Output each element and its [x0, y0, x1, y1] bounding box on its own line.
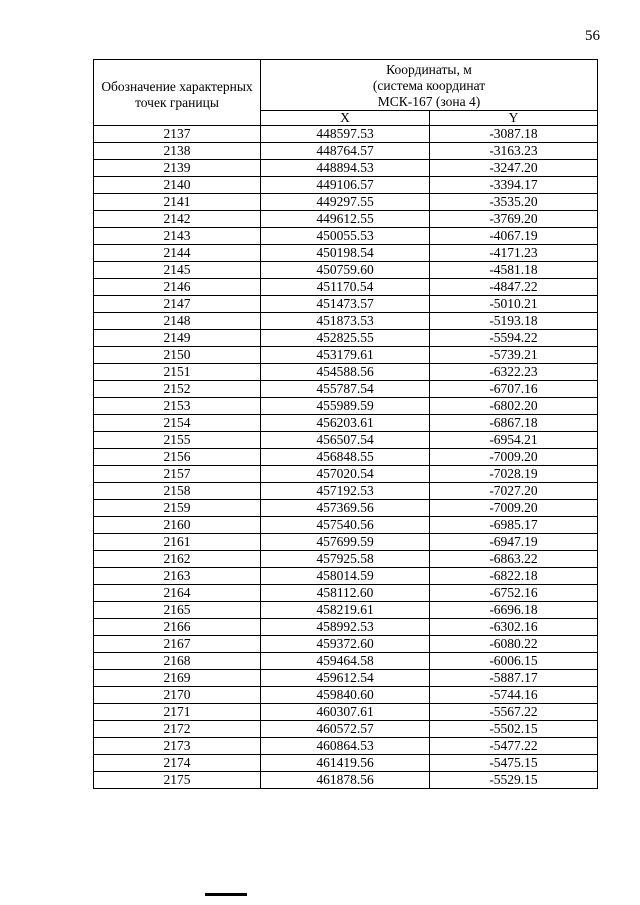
y-coordinate-cell: -3247.20 [430, 160, 598, 177]
table-row [94, 364, 598, 381]
x-coordinate-cell: 455787.54 [261, 381, 430, 398]
point-cell: 2166 [94, 619, 261, 636]
x-coordinate-cell: 449106.57 [261, 177, 430, 194]
y-coordinate-cell: -6752.16 [430, 585, 598, 602]
point-cell: 2174 [94, 755, 261, 772]
point-cell: 2143 [94, 228, 261, 245]
y-coordinate-cell: -3394.17 [430, 177, 598, 194]
table-row [94, 704, 598, 721]
point-cell: 2169 [94, 670, 261, 687]
table-row [94, 160, 598, 177]
point-cell: 2156 [94, 449, 261, 466]
point-cell: 2172 [94, 721, 261, 738]
table-row [94, 466, 598, 483]
table-row [94, 398, 598, 415]
point-cell: 2155 [94, 432, 261, 449]
point-cell: 2139 [94, 160, 261, 177]
x-coordinate-cell: 456507.54 [261, 432, 430, 449]
table-row [94, 177, 598, 194]
y-coordinate-cell: -3769.20 [430, 211, 598, 228]
point-cell: 2138 [94, 143, 261, 160]
table-row [94, 330, 598, 347]
table-row [94, 381, 598, 398]
point-cell: 2150 [94, 347, 261, 364]
table-row [94, 126, 598, 143]
y-coordinate-cell: -5477.22 [430, 738, 598, 755]
y-coordinate-cell: -5502.15 [430, 721, 598, 738]
x-coordinate-cell: 458014.59 [261, 568, 430, 585]
x-coordinate-cell: 453179.61 [261, 347, 430, 364]
y-coordinate-cell: -5475.15 [430, 755, 598, 772]
x-coordinate-cell: 457699.59 [261, 534, 430, 551]
table-row [94, 568, 598, 585]
x-coordinate-cell: 456848.55 [261, 449, 430, 466]
y-coordinate-cell: -6322.23 [430, 364, 598, 381]
y-coordinate-cell: -5193.18 [430, 313, 598, 330]
point-cell: 2154 [94, 415, 261, 432]
table-row [94, 194, 598, 211]
x-coordinate-cell: 456203.61 [261, 415, 430, 432]
x-coordinate-cell: 451473.57 [261, 296, 430, 313]
point-cell: 2152 [94, 381, 261, 398]
x-coordinate-cell: 448764.57 [261, 143, 430, 160]
x-coordinate-cell: 457192.53 [261, 483, 430, 500]
point-cell: 2148 [94, 313, 261, 330]
table-row [94, 670, 598, 687]
point-cell: 2145 [94, 262, 261, 279]
x-coordinate-cell: 450759.60 [261, 262, 430, 279]
y-coordinate-cell: -5529.15 [430, 772, 598, 789]
table-row [94, 415, 598, 432]
table-row [94, 551, 598, 568]
table-row [94, 500, 598, 517]
y-coordinate-cell: -6985.17 [430, 517, 598, 534]
y-column-header: Y [430, 111, 598, 126]
table-row [94, 449, 598, 466]
point-cell: 2163 [94, 568, 261, 585]
point-cell: 2168 [94, 653, 261, 670]
coordinates-header-line-3: МСК-167 (зона 4) [377, 94, 481, 109]
table-row [94, 687, 598, 704]
x-coordinate-cell: 448597.53 [261, 126, 430, 143]
x-coordinate-cell: 451170.54 [261, 279, 430, 296]
y-coordinate-cell: -6696.18 [430, 602, 598, 619]
point-cell: 2171 [94, 704, 261, 721]
table-row [94, 517, 598, 534]
point-cell: 2151 [94, 364, 261, 381]
y-coordinate-cell: -5739.21 [430, 347, 598, 364]
x-coordinate-cell: 459840.60 [261, 687, 430, 704]
table-row [94, 534, 598, 551]
y-coordinate-cell: -5594.22 [430, 330, 598, 347]
x-coordinate-cell: 449297.55 [261, 194, 430, 211]
y-coordinate-cell: -7027.20 [430, 483, 598, 500]
y-coordinate-cell: -7009.20 [430, 500, 598, 517]
page-number: 56 [585, 28, 600, 44]
points-column-header: Обозначение характерных точек границы [94, 60, 261, 126]
table-row [94, 738, 598, 755]
table-row [94, 211, 598, 228]
y-coordinate-cell: -7028.19 [430, 466, 598, 483]
x-coordinate-cell: 454588.56 [261, 364, 430, 381]
table-row [94, 721, 598, 738]
coordinates-header-line-1: Координаты, м [386, 62, 472, 77]
x-coordinate-cell: 450055.53 [261, 228, 430, 245]
table-row [94, 755, 598, 772]
point-cell: 2159 [94, 500, 261, 517]
x-coordinate-cell: 450198.54 [261, 245, 430, 262]
x-coordinate-cell: 455989.59 [261, 398, 430, 415]
point-cell: 2160 [94, 517, 261, 534]
x-coordinate-cell: 458112.60 [261, 585, 430, 602]
point-cell: 2162 [94, 551, 261, 568]
table-row [94, 602, 598, 619]
point-cell: 2167 [94, 636, 261, 653]
point-cell: 2147 [94, 296, 261, 313]
x-coordinate-cell: 460864.53 [261, 738, 430, 755]
x-coordinate-cell: 459612.54 [261, 670, 430, 687]
y-coordinate-cell: -6006.15 [430, 653, 598, 670]
y-coordinate-cell: -6954.21 [430, 432, 598, 449]
x-coordinate-cell: 461419.56 [261, 755, 430, 772]
x-coordinate-cell: 461878.56 [261, 772, 430, 789]
table-row [94, 636, 598, 653]
point-cell: 2149 [94, 330, 261, 347]
x-coordinate-cell: 457369.56 [261, 500, 430, 517]
point-cell: 2137 [94, 126, 261, 143]
y-coordinate-cell: -3163.23 [430, 143, 598, 160]
x-coordinate-cell: 459464.58 [261, 653, 430, 670]
point-cell: 2175 [94, 772, 261, 789]
coordinates-column-header [261, 60, 598, 111]
table-row [94, 347, 598, 364]
y-coordinate-cell: -5887.17 [430, 670, 598, 687]
y-coordinate-cell: -4067.19 [430, 228, 598, 245]
y-coordinate-cell: -5744.16 [430, 687, 598, 704]
point-cell: 2158 [94, 483, 261, 500]
table-row [94, 279, 598, 296]
y-coordinate-cell: -5010.21 [430, 296, 598, 313]
x-coordinate-cell: 457925.58 [261, 551, 430, 568]
x-coordinate-cell: 457020.54 [261, 466, 430, 483]
table-body [94, 126, 598, 789]
point-cell: 2170 [94, 687, 261, 704]
table-row [94, 483, 598, 500]
x-coordinate-cell: 451873.53 [261, 313, 430, 330]
table-row [94, 585, 598, 602]
point-cell: 2144 [94, 245, 261, 262]
point-cell: 2146 [94, 279, 261, 296]
point-cell: 2164 [94, 585, 261, 602]
y-coordinate-cell: -4581.18 [430, 262, 598, 279]
y-coordinate-cell: -6707.16 [430, 381, 598, 398]
y-coordinate-cell: -6863.22 [430, 551, 598, 568]
point-cell: 2141 [94, 194, 261, 211]
y-coordinate-cell: -3087.18 [430, 126, 598, 143]
x-coordinate-cell: 459372.60 [261, 636, 430, 653]
y-coordinate-cell: -7009.20 [430, 449, 598, 466]
point-cell: 2161 [94, 534, 261, 551]
y-coordinate-cell: -3535.20 [430, 194, 598, 211]
y-coordinate-cell: -6080.22 [430, 636, 598, 653]
x-coordinate-cell: 460572.57 [261, 721, 430, 738]
table-row [94, 432, 598, 449]
point-cell: 2165 [94, 602, 261, 619]
y-coordinate-cell: -4847.22 [430, 279, 598, 296]
x-coordinate-cell: 457540.56 [261, 517, 430, 534]
table-row [94, 228, 598, 245]
table-row [94, 143, 598, 160]
y-coordinate-cell: -6302.16 [430, 619, 598, 636]
point-cell: 2140 [94, 177, 261, 194]
table-row [94, 772, 598, 789]
bottom-text-fragment [205, 893, 247, 896]
x-coordinate-cell: 452825.55 [261, 330, 430, 347]
y-coordinate-cell: -6867.18 [430, 415, 598, 432]
x-coordinate-cell: 448894.53 [261, 160, 430, 177]
table-row [94, 245, 598, 262]
x-coordinate-cell: 449612.55 [261, 211, 430, 228]
x-coordinate-cell: 460307.61 [261, 704, 430, 721]
y-coordinate-cell: -4171.23 [430, 245, 598, 262]
table-header [94, 60, 598, 126]
point-cell: 2173 [94, 738, 261, 755]
coordinates-table [93, 59, 598, 789]
point-cell: 2153 [94, 398, 261, 415]
table-row [94, 653, 598, 670]
point-cell: 2157 [94, 466, 261, 483]
table-row [94, 313, 598, 330]
y-coordinate-cell: -5567.22 [430, 704, 598, 721]
table-row [94, 296, 598, 313]
y-coordinate-cell: -6947.19 [430, 534, 598, 551]
coordinates-header-line-2: (система координат [372, 78, 486, 93]
point-cell: 2142 [94, 211, 261, 228]
x-coordinate-cell: 458992.53 [261, 619, 430, 636]
y-coordinate-cell: -6822.18 [430, 568, 598, 585]
x-coordinate-cell: 458219.61 [261, 602, 430, 619]
y-coordinate-cell: -6802.20 [430, 398, 598, 415]
x-column-header: X [261, 111, 430, 126]
table-row [94, 619, 598, 636]
table-row [94, 262, 598, 279]
